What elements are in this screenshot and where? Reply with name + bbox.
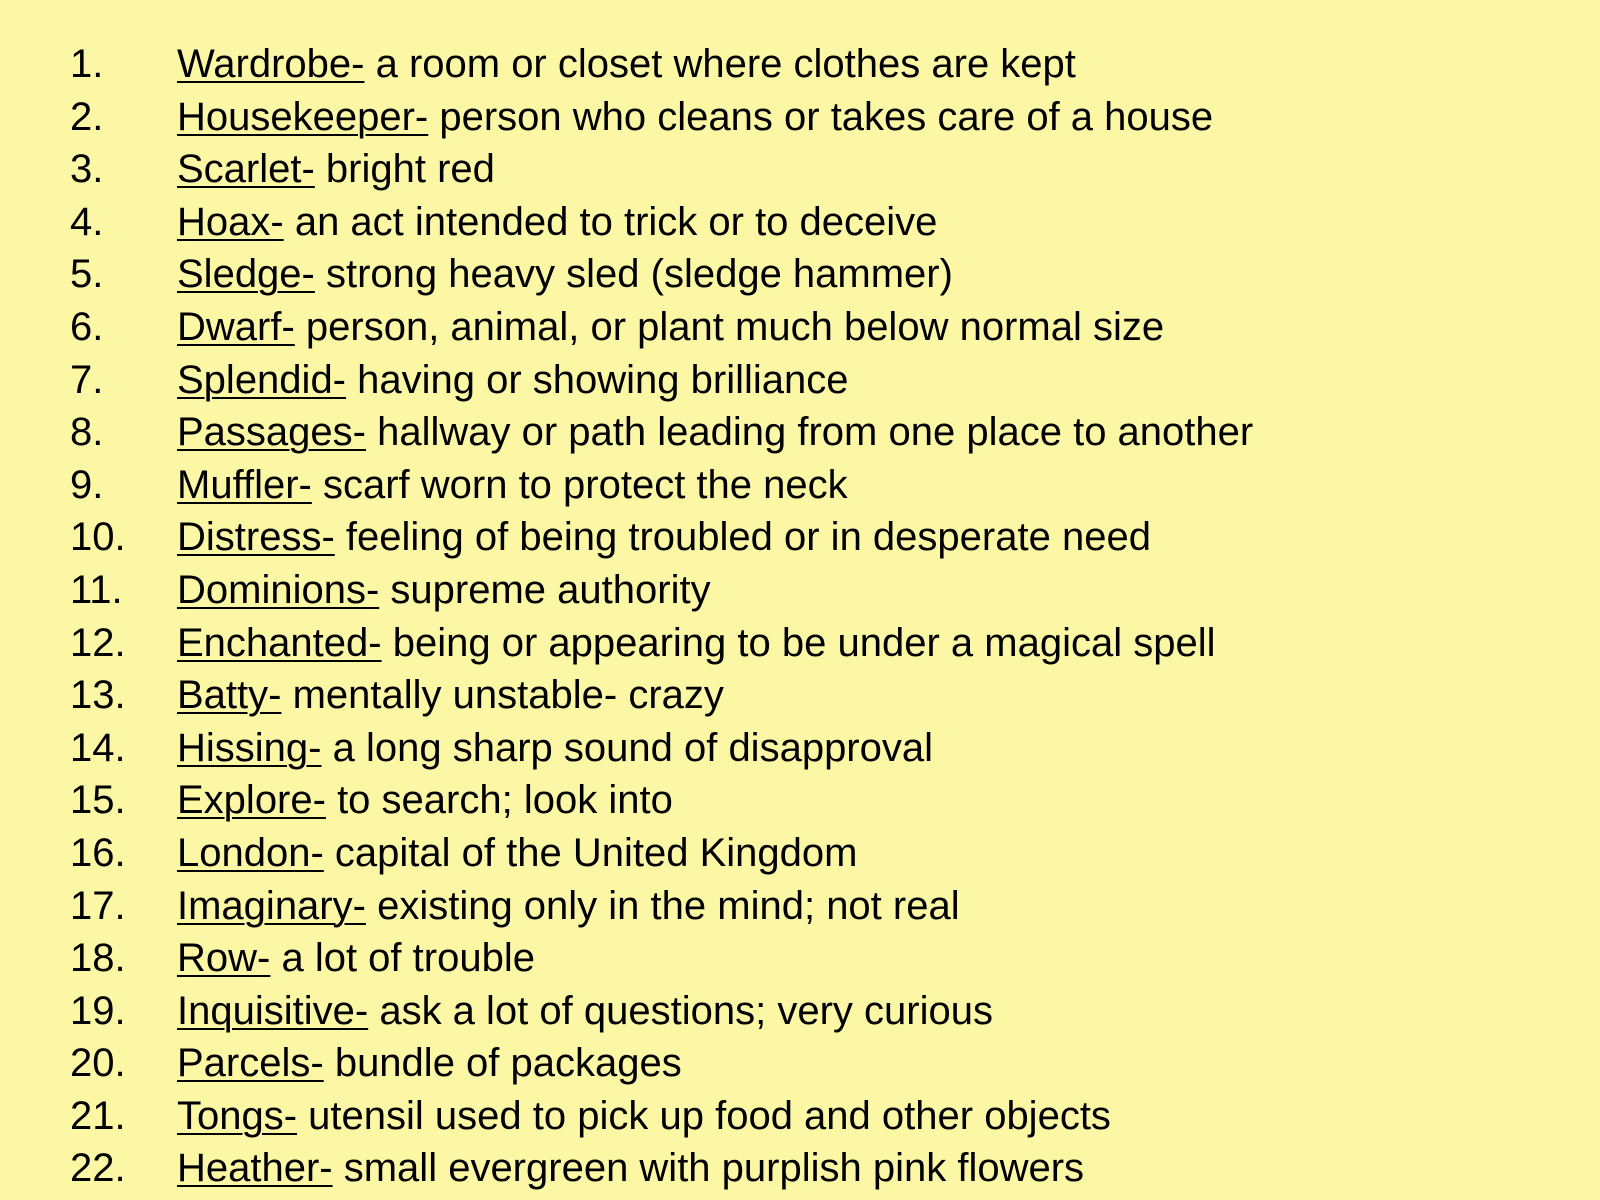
vocab-item bbox=[0, 669, 1600, 722]
vocab-item bbox=[0, 1142, 1600, 1195]
item-number: 7. bbox=[70, 357, 104, 402]
vocab-definition: mentally unstable- crazy bbox=[281, 673, 724, 718]
vocab-definition: person who cleans or takes care of a house bbox=[428, 94, 1214, 139]
vocab-item bbox=[0, 1090, 1600, 1143]
item-number: 1. bbox=[70, 42, 104, 86]
vocab-entry bbox=[177, 143, 495, 196]
vocab-term: Dwarf- bbox=[177, 304, 295, 349]
vocab-item bbox=[0, 91, 1600, 144]
vocab-term: Row- bbox=[177, 936, 271, 981]
vocab-entry bbox=[177, 564, 711, 617]
vocab-term: Wardrobe- bbox=[177, 42, 365, 86]
vocab-term: Hissing- bbox=[177, 725, 322, 770]
vocab-term: Parcels- bbox=[177, 1041, 324, 1086]
vocab-definition: capital of the United Kingdom bbox=[323, 830, 858, 875]
vocab-definition: a lot of trouble bbox=[270, 936, 535, 981]
vocab-entry bbox=[177, 985, 993, 1038]
item-number: 18. bbox=[70, 936, 126, 981]
item-number: 19. bbox=[70, 988, 126, 1033]
vocab-item bbox=[0, 827, 1600, 880]
vocab-term: London- bbox=[177, 830, 324, 875]
vocab-entry bbox=[177, 38, 1076, 91]
item-number: 15. bbox=[70, 778, 126, 823]
vocab-definition: utensil used to pick up food and other objects bbox=[297, 1093, 1111, 1138]
vocab-item bbox=[0, 143, 1600, 196]
vocab-term: Hoax- bbox=[177, 199, 284, 244]
vocab-entry bbox=[177, 248, 953, 301]
item-number: 6. bbox=[70, 304, 104, 349]
vocab-definition: ask a lot of questions; very curious bbox=[368, 988, 993, 1033]
item-number: 17. bbox=[70, 883, 126, 928]
vocab-item bbox=[0, 38, 1600, 91]
item-number: 9. bbox=[70, 462, 104, 507]
vocab-item bbox=[0, 1037, 1600, 1090]
vocab-term: Muffler- bbox=[177, 462, 312, 507]
vocab-item bbox=[0, 617, 1600, 670]
vocab-entry bbox=[177, 1090, 1111, 1143]
vocab-item bbox=[0, 354, 1600, 407]
vocab-definition: hallway or path leading from one place to another bbox=[365, 410, 1254, 455]
vocab-entry bbox=[177, 932, 535, 985]
vocab-entry bbox=[177, 354, 849, 407]
item-number: 13. bbox=[70, 673, 126, 718]
vocab-definition: being or appearing to be under a magical spell bbox=[381, 620, 1216, 665]
item-number: 14. bbox=[70, 725, 126, 770]
vocab-entry bbox=[177, 669, 724, 722]
vocab-definition: small evergreen with purplish pink flowers bbox=[332, 1146, 1085, 1191]
vocab-entry bbox=[177, 827, 857, 880]
vocab-item bbox=[0, 301, 1600, 354]
vocab-term: Passages- bbox=[177, 410, 366, 455]
vocab-definition: strong heavy sled (sledge hammer) bbox=[314, 252, 953, 297]
vocab-item bbox=[0, 880, 1600, 933]
item-number: 10. bbox=[70, 515, 126, 560]
vocab-definition: an act intended to trick or to deceive bbox=[283, 199, 938, 244]
item-number: 12. bbox=[70, 620, 126, 665]
vocab-definition: supreme authority bbox=[379, 567, 711, 612]
vocab-definition: having or showing brilliance bbox=[346, 357, 849, 402]
vocab-term: Enchanted- bbox=[177, 620, 382, 665]
vocab-definition: bright red bbox=[314, 147, 495, 192]
vocab-entry bbox=[177, 406, 1253, 459]
vocab-item bbox=[0, 459, 1600, 512]
vocab-term: Explore- bbox=[177, 778, 326, 823]
vocab-entry bbox=[177, 774, 673, 827]
item-number: 5. bbox=[70, 252, 104, 297]
vocab-definition: existing only in the mind; not real bbox=[365, 883, 960, 928]
vocab-item bbox=[0, 511, 1600, 564]
vocab-term: Housekeeper- bbox=[177, 94, 429, 139]
vocab-entry bbox=[177, 459, 848, 512]
vocab-item bbox=[0, 722, 1600, 775]
vocab-term: Distress- bbox=[177, 515, 335, 560]
vocab-term: Splendid- bbox=[177, 357, 347, 402]
vocab-term: Sledge- bbox=[177, 252, 315, 297]
vocab-entry bbox=[177, 722, 933, 775]
item-number: 4. bbox=[70, 199, 104, 244]
vocab-definition: a long sharp sound of disapproval bbox=[321, 725, 934, 770]
vocab-entry bbox=[177, 617, 1215, 670]
vocab-term: Inquisitive- bbox=[177, 988, 369, 1033]
vocab-entry bbox=[177, 301, 1164, 354]
vocab-term: Batty- bbox=[177, 673, 282, 718]
vocab-item bbox=[0, 985, 1600, 1038]
vocab-term: Heather- bbox=[177, 1146, 333, 1191]
vocab-definition: scarf worn to protect the neck bbox=[311, 462, 848, 507]
vocab-definition: bundle of packages bbox=[323, 1041, 682, 1086]
vocab-item bbox=[0, 564, 1600, 617]
vocab-item bbox=[0, 248, 1600, 301]
vocab-item bbox=[0, 932, 1600, 985]
vocab-entry bbox=[177, 1142, 1084, 1195]
vocab-entry bbox=[177, 91, 1213, 144]
vocab-term: Tongs- bbox=[177, 1093, 298, 1138]
vocab-entry bbox=[177, 196, 937, 249]
vocab-term: Imaginary- bbox=[177, 883, 366, 928]
item-number: 8. bbox=[70, 410, 104, 455]
vocab-definition: to search; look into bbox=[325, 778, 673, 823]
item-number: 20. bbox=[70, 1041, 126, 1086]
item-number: 2. bbox=[70, 94, 104, 139]
vocab-item bbox=[0, 406, 1600, 459]
vocab-term: Scarlet- bbox=[177, 147, 315, 192]
vocab-item bbox=[0, 774, 1600, 827]
vocabulary-list bbox=[0, 38, 1600, 1195]
vocab-item bbox=[0, 196, 1600, 249]
item-number: 3. bbox=[70, 147, 104, 192]
vocab-entry bbox=[177, 1037, 682, 1090]
item-number: 22. bbox=[70, 1146, 126, 1191]
item-number: 11. bbox=[70, 567, 123, 612]
vocab-entry bbox=[177, 880, 960, 933]
item-number: 16. bbox=[70, 830, 126, 875]
vocab-term: Dominions- bbox=[177, 567, 380, 612]
vocab-entry bbox=[177, 511, 1151, 564]
vocab-definition: feeling of being troubled or in desperate need bbox=[334, 515, 1151, 560]
vocab-definition: person, animal, or plant much below normal size bbox=[294, 304, 1165, 349]
vocab-definition: a room or closet where clothes are kept bbox=[364, 42, 1076, 86]
item-number: 21. bbox=[70, 1093, 126, 1138]
